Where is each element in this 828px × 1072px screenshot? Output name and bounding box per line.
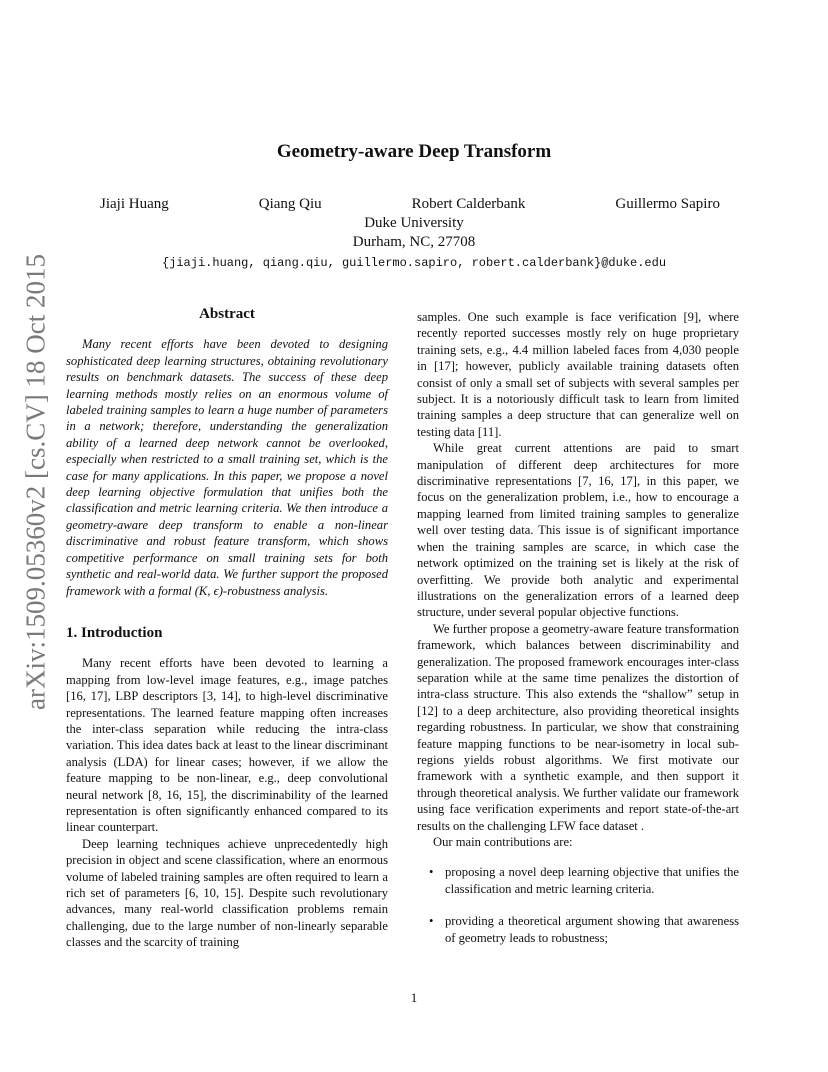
body-paragraph: Many recent efforts have been devoted to learning a mapping from low-level image features, e.g., image patches [16, 17], LBP descriptors [3, 14], to high-level discriminative representations. The learned feature mapping often increases the inter-class separation while reducing the intra-class variation. This idea dates back at least to the linear discriminant analysis (LDA) for linear cases; however, if we allow the feature mapping to be non-linear, e.g., deep convolutional neural network [8, 16, 15], the discriminability of the learned representation is often significantly enhanced compared to its linear counterpart.: [66, 656, 388, 835]
abstract-text: Many recent efforts have been devoted to designing sophisticated deep learning structures, obtaining revolutionary results on benchmark datasets. The success of these deep learning methods mostly relies on an enormous volume of labeled training samples to learn a huge number of parameters in a network; therefore, understanding the generalization ability of a learned deep network cannot be overlooked, especially when restricted to a small training set, which is the case for many applications. In this paper, we propose a novel deep learning objective formulation that unifies both the classification and metric learning criteria. We then introduce a geometry-aware deep transform to enable a non-linear discriminative and robust feature transform, which shows competitive performance on small training sets for both synthetic and real-world data. We further support the proposed framework with a formal (K, ϵ)-robustness analysis.: [66, 337, 388, 598]
list-item-text: providing a theoretical argument showing that awareness of geometry leads to robustness;: [445, 914, 739, 945]
author-name: Jiaji Huang: [100, 196, 169, 212]
bullet-icon: •: [429, 865, 434, 880]
affiliation-location: Durham, NC, 27708: [352, 234, 476, 250]
page-number: 1: [410, 990, 418, 1005]
author-list: [100, 196, 720, 213]
abstract-heading: Abstract: [199, 306, 255, 322]
section-heading: 1. Introduction: [66, 624, 163, 641]
left-column: [66, 306, 388, 951]
contribution-list: [417, 864, 739, 946]
right-column: [417, 309, 739, 962]
list-item: [417, 864, 739, 897]
paper-title: Geometry-aware Deep Transform: [276, 141, 552, 162]
author-name: Robert Calderbank: [411, 196, 526, 212]
affiliation-university: Duke University: [364, 215, 464, 231]
bullet-icon: •: [429, 914, 434, 929]
arxiv-identifier: arXiv:1509.05360v2 [cs.CV] 18 Oct 2015: [20, 254, 51, 710]
body-paragraph: While great current attentions are paid to smart manipulation of different deep architectures for more discriminative representations [7, 16, 17], in this paper, we focus on the generalization problem, i.e., how to encourage a mapping learned from limited training samples to generalize well over testing data. This issue is of significant importance when the training samples are scarce, in which case the network optimized on the training set is likely at the risk of overfitting. We provide both analytic and experimental illustrations on the generalization errors of a learned deep structure, under several popular objective functions.: [417, 441, 739, 620]
author-emails: {jiaji.huang, qiang.qiu, guillermo.sapiro, robert.calderbank}@duke.edu: [161, 256, 667, 270]
body-paragraph: samples. One such example is face verification [9], where recently reported successes mostly rely on huge proprietary training sets, e.g., 4.4 million labeled faces from 4,030 people in [17]; however, publicly available training datasets often consist of only a small set of subjects with several samples per subject. It is a notoriously difficult task to learn from limited training samples a deep structure that can generalize well on testing data [11].: [417, 310, 739, 439]
author-name: Guillermo Sapiro: [615, 196, 720, 212]
body-paragraph: We further propose a geometry-aware feature transformation framework, which balances between discriminability and generalization. The proposed framework encourages inter-class separation while at the same time penalizes the distortion of intra-class structure. This also extends the “shallow” setup in [12] to a deep architecture, also providing theoretical insights regarding robustness. In particular, we show that constraining feature mapping functions to be near-isometry in local sub-regions yields robust algorithms. We first motivate our framework with a synthetic example, and then support it through theoretical analysis. We further validate our framework using face verification experiments and report state-of-the-art results on the challenging LFW face dataset .: [417, 621, 739, 833]
list-item-text: proposing a novel deep learning objective that unifies the classification and metric learning criteria.: [445, 865, 739, 896]
affiliation: [0, 214, 828, 252]
list-item: [417, 913, 739, 946]
body-paragraph: Deep learning techniques achieve unprecedentedly high precision in object and scene classification, where an enormous volume of labeled training samples are often required to learn a rich set of parameters [6, 10, 15]. Despite such revolutionary advances, many real-world classification problems remain challenging, due to the large number of non-linearly separable classes and the scarcity of training: [66, 836, 388, 950]
author-name: Qiang Qiu: [258, 196, 322, 212]
body-paragraph: Our main contributions are:: [433, 835, 573, 849]
